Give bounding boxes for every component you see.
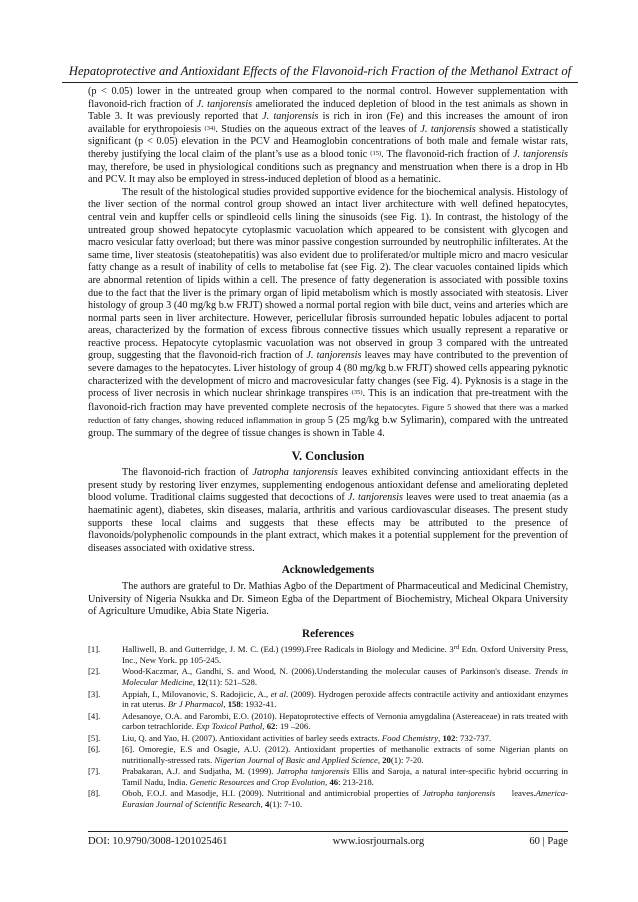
reference-number: [3]. xyxy=(88,688,101,699)
reference-item xyxy=(88,689,568,711)
text: . This is an indication that pre-treatment with the flavonoid-rich fraction may have prevented complete necrosis of the xyxy=(88,388,568,413)
reference-item xyxy=(88,644,568,666)
journal-name: Exp Toxicol Pathol xyxy=(196,721,263,732)
small-text: hepatocytes. Figure 5 showed that there was a marked reduction of fatty changes, showing reduced inflammation in group xyxy=(88,401,568,426)
text: Halliwell, B. and Gutterridge, J. M. C. (Ed.) (1999).Free Radicals in Biology and Medicine. 3 xyxy=(122,644,454,655)
text: : 1932-41. xyxy=(240,699,277,710)
text: The flavonoid-rich fraction of xyxy=(122,467,253,479)
species-name: J. tanjorensis xyxy=(196,98,253,110)
text: Oboh, F.O.J. and Masodje, H.I. (2009). Nutritional and antimicrobial properties of xyxy=(122,788,423,799)
text: : 732-737. xyxy=(455,732,492,743)
text: leaves were used to treat anaemia (as a haematinic agent), diabetes, skin diseases, malaria, arthritis and various cardiovascular diseases. The present study supports these local claims and suggests that these effects may be attributed to the presence of flavonoids/polyphenolic compounds in the plant extract, which makes it a potential supplement for the prevention of diseases associated with oxidative stress. xyxy=(88,492,568,554)
text: Edn. Oxford University Press, Inc., New York. pp 105-245. xyxy=(122,644,568,666)
reference-number: [1]. xyxy=(88,644,101,655)
reference-text xyxy=(122,689,568,711)
species-name: Jatropha tanjorensis xyxy=(276,766,350,777)
text: is rich in iron (Fe) and this increases the amount of iron available for erythropoiesis xyxy=(88,111,568,135)
reference-list xyxy=(88,644,568,809)
text: . The flavonoid-rich fraction of xyxy=(381,148,513,160)
footer-page-number: 60 | Page xyxy=(529,836,568,847)
reference-item xyxy=(88,666,568,688)
text: 5 (25 mg/kg b.w Sylimarin), compared with the untreated group. The summary of the degree of tissue changes is shown in Table 4. xyxy=(88,415,568,440)
page-footer xyxy=(88,831,568,847)
et-al: et al xyxy=(270,688,287,699)
text: [6]. Omoregie, E.S and Osagie, A.U. (2012). Antioxidant properties of methanolic extracts of some Nigerian plants on nutritionally-stressed rats. xyxy=(122,744,568,765)
journal-name: Genetic Resources and Crop Evolution xyxy=(189,776,326,787)
text: leaves. xyxy=(495,788,536,799)
text: leaves exhibited convincing antioxidant effects in the present study by restoring liver enzymes, supplementing endogenous antioxidant defense and ameliorating depleted blood volume. Traditional claims suggested that decoctions of xyxy=(88,467,569,504)
reference-text xyxy=(122,744,568,766)
text: Liu, Q. and Yao, H. (2007). Antioxidant activities of barley seeds extracts. xyxy=(122,732,382,743)
volume: 46 xyxy=(329,776,339,787)
text: : 19 –206. xyxy=(275,721,311,732)
species-name: J. tanjorensis xyxy=(262,111,319,123)
conclusion-heading: V. Conclusion xyxy=(291,448,365,463)
reference-item xyxy=(88,766,568,788)
species-name: J. tanjorensis xyxy=(347,492,403,504)
reference-number: [7]. xyxy=(88,766,101,777)
text: . Studies on the aqueous extract of the leaves of xyxy=(215,123,421,135)
reference-number: [6]. xyxy=(88,744,101,755)
text: leaves may have contributed to the prevention of severe damages to the hepatocytes. Liver histology of group 4 (80 mg/kg b.w FRJT) showed cells appearing pyknotic characterized with the development of micro and macrovesicular fatty changes (see Fig. 4). Pyknosis is a stage in the process of liver necrosis in which nuclear shrinkage transpires xyxy=(88,350,568,400)
text: Wood-Kaczmar, A., Gandhi, S. and Wood, N. (2006).Understanding the molecular causes of Parkinson's disease. xyxy=(122,666,535,677)
text: , xyxy=(262,721,267,732)
reference-text xyxy=(122,644,568,666)
ordinal-suffix: rd xyxy=(453,644,460,652)
journal-name: Food Chemistry xyxy=(381,732,439,743)
footer-website: www.iosrjournals.org xyxy=(332,836,425,847)
reference-number: [8]. xyxy=(88,788,101,799)
text: (11): 521–528. xyxy=(205,677,258,688)
reference-number: [5]. xyxy=(88,732,101,743)
citation: (34) xyxy=(204,124,216,132)
volume: 102 xyxy=(442,732,456,743)
text: Adesanoye, O.A. and Farombi, E.O. (2010). Hepatoprotective effects of Vernonia amygdalina (Astereaceae) in rats treated with carbon tetrachloride. xyxy=(122,710,568,732)
journal-name: America-Eurasian Journal of Scientific Research xyxy=(122,788,568,809)
article-body xyxy=(88,86,568,810)
volume: 62 xyxy=(266,721,276,732)
reference-item xyxy=(88,711,568,733)
text: may, therefore, be used in physiological conditions such as pregnancy and menstruation when there is a drop in Hb and PCV. It may also be employed in stress-induced depletion of blood as a hematinic. xyxy=(88,161,568,186)
reference-item xyxy=(88,733,568,744)
species-name: J. tanjorensis xyxy=(512,148,568,160)
species-name: Jatropha tanjorensis xyxy=(252,467,338,479)
volume: 20 xyxy=(382,754,391,765)
citation: (35) xyxy=(351,389,363,397)
paragraph-acknowledgements: The authors are grateful to Dr. Mathias Agbo of the Department of Pharmaceutical and Medicinal Chemistry, University of Nigeria Nsukka and Dr. Simeon Egba of the Department of Biochemistry, Micheal Okpara University of Agriculture Umudike, Abia State Nigeria. xyxy=(88,580,568,618)
text: , xyxy=(223,699,228,710)
running-title: Hepatoprotective and Antioxidant Effects of the Flavonoid-rich Fraction of the Methanol Extract of xyxy=(62,64,578,83)
paragraph-conclusion xyxy=(88,467,568,555)
reference-text xyxy=(122,788,568,810)
text: , xyxy=(325,776,330,787)
reference-text xyxy=(122,733,568,744)
reference-number: [4]. xyxy=(88,710,101,721)
journal-name: Nigerian Journal of Basic and Applied Science xyxy=(214,754,378,765)
text: (p < 0.05) lower in the untreated group when compared to the normal control. However supplementation with flavonoid-rich fraction of xyxy=(88,86,568,110)
reference-item xyxy=(88,788,568,810)
reference-text xyxy=(122,711,568,733)
species-name: J. tanjorensis xyxy=(420,123,476,135)
paragraph-results-blood xyxy=(88,86,568,187)
text: , xyxy=(438,732,443,743)
text: ameliorated the induced depletion of blood in the test animals as shown in Table 3. It was previously reported that xyxy=(88,98,568,123)
reference-text xyxy=(122,666,568,688)
footer-doi: DOI: 10.9790/3008-1201025461 xyxy=(88,836,228,847)
text: The result of the histological studies provided supportive evidence for the biochemical analysis. Histology of the liver section of the normal control group showed an intact liver architecture with well defined hepatocytes, central vein and kupffer cells or spindleoid cells lining the sinusoids (see Fig. 1). In contrast, the histology of the untreated group showed hepatocyte cytoplasmic vacuolation which appeared to be consistent with glycogen and macro vesicular fatty overload; but there was minor passive congestion surrounded by neutrophilic infilterates. At the same time, liver steatosis (steatohepatitis) was also evident due to proliferated/or multiple micro and macro vesicular fatty change as a result of inability of cells to metabolise fat (see Fig. 2). The clear vacuoles contained lipids which are abnormal retention of lipids within a cell. The presence of fatty degeneration is associated with possible toxins due to the fact that the liver is the primary organ of lipid metabolism which is mostly associated with steatosis. Liver histology of group 3 (40 mg/kg b.w FRJT) showed a normal portal region with bile duct, veins and arteries which are normal parts seen in liver architecture. However, pericellular fibrosis surrounded hepatic lobules adjacent to portal areas, characterized by the formation of excess fibrous connective tissues which usually represent a reparative or reactive process. Hepatocyte cytoplasmic vacuolation was not observed in group 3 compared with the untreated group, suggesting that the flavonoid-rich fraction of xyxy=(88,186,568,362)
text: (1): 7-20. xyxy=(390,754,424,765)
reference-item xyxy=(88,744,568,766)
text: , xyxy=(377,754,383,765)
text: . (2009). Hydrogen peroxide affects contractile activity and antioxidant enzymes in rat uterus. xyxy=(122,688,569,710)
text: Prabakaran, A.J. and Sudjatha, M. (1999). xyxy=(122,766,277,777)
text: Appiah, I., Milovanovic, S. Radojicic, A., xyxy=(122,688,271,699)
text: Ellis and Saroja, a natural inter-specific hybrid occurring in Tamil Nadu, India. xyxy=(122,766,568,787)
volume: 12 xyxy=(197,677,206,688)
text: , xyxy=(260,799,265,809)
species-name: Jatropha tanjorensis xyxy=(422,788,496,799)
reference-text xyxy=(122,766,568,788)
citation: (15) xyxy=(370,149,382,157)
species-name: J. tanjorensis xyxy=(306,350,362,362)
journal-name: Trends in Molecular Medicine xyxy=(122,666,569,688)
journal-name: Br J Pharmacol xyxy=(167,699,224,710)
volume: 158 xyxy=(227,699,241,710)
volume: 4 xyxy=(265,799,270,809)
reference-number: [2]. xyxy=(88,666,101,677)
text: : 213-218. xyxy=(338,776,374,787)
text: , xyxy=(192,677,198,688)
references-heading: References xyxy=(302,627,354,640)
acknowledgements-heading: Acknowledgements xyxy=(281,564,375,577)
paragraph-histology xyxy=(88,187,568,441)
text: (1): 7-10. xyxy=(269,799,303,809)
text: showed a statistically significant (p < 0.05) elevation in the PCV and Heamoglobin concentrations of both male and female wistar rats, thereby justifying the local claim of the plant’s use as a blood tonic xyxy=(88,123,568,160)
